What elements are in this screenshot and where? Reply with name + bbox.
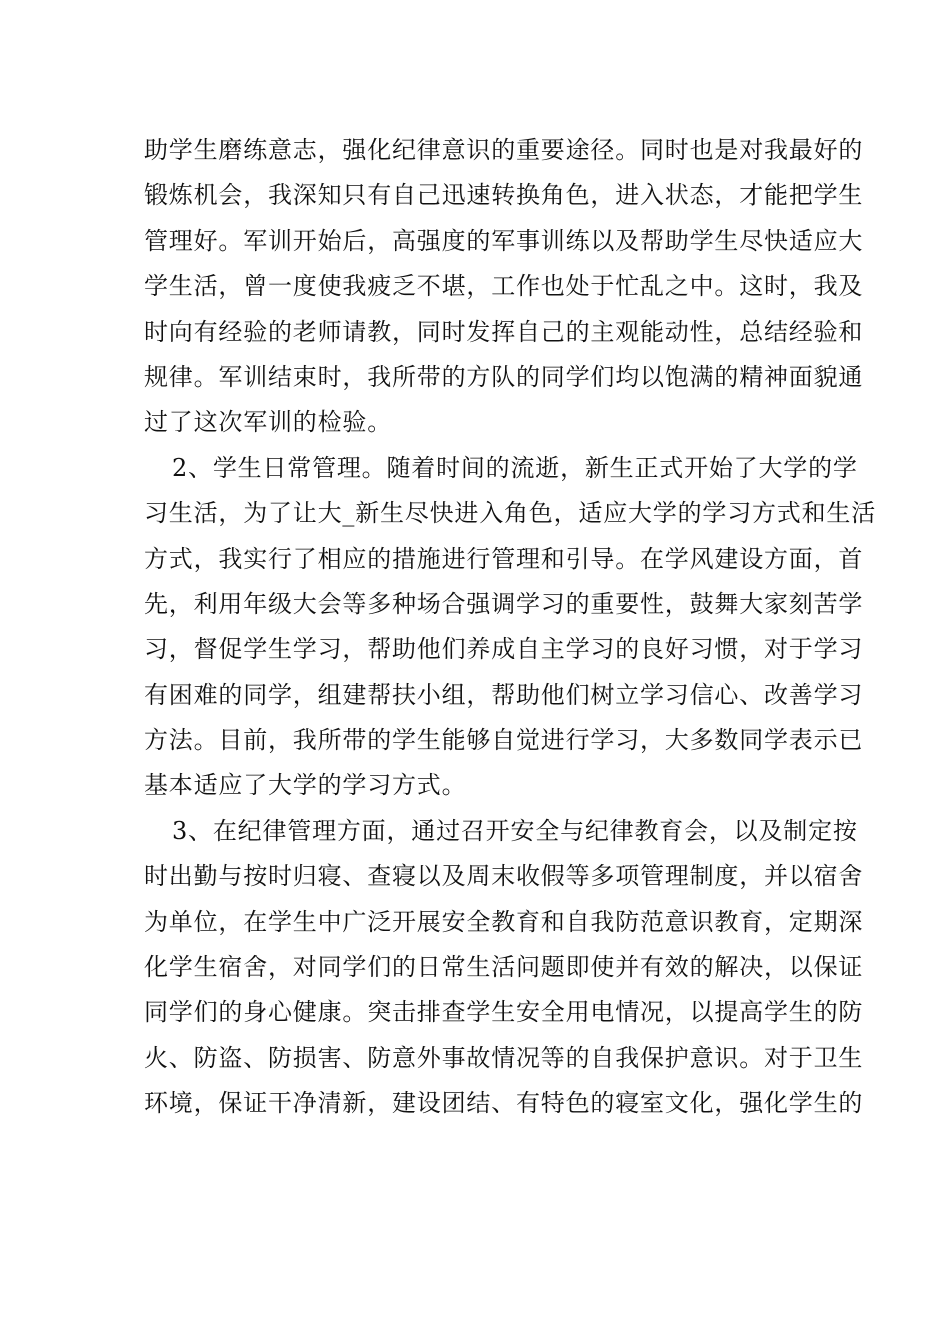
text-line: 习生活，为了让大_新生尽快进入角色，适应大学的学习方式和生活 [144, 499, 876, 528]
text-line: 环境，保证干净清新，建设团结、有特色的寝室文化，强化学生的 [144, 1089, 864, 1118]
paragraph-first-line: 3、在纪律管理方面，通过召开安全与纪律教育会，以及制定按 [172, 816, 858, 845]
body-text [144, 128, 876, 1127]
text-line: 有困难的同学，组建帮扶小组，帮助他们树立学习信心、改善学习 [144, 680, 864, 709]
paragraph-first-line: 2、学生日常管理。随着时间的流逝，新生正式开始了大学的学 [172, 453, 858, 482]
text-line: 时出勤与按时归寝、查寝以及周末收假等多项管理制度，并以宿舍 [144, 862, 864, 891]
text-line: 锻炼机会，我深知只有自己迅速转换角色，进入状态，才能把学生 [144, 181, 864, 210]
text-line: 助学生磨练意志，强化纪律意识的重要途径。同时也是对我最好的 [144, 136, 864, 164]
text-line: 习，督促学生学习，帮助他们养成自主学习的良好习惯，对于学习 [144, 635, 864, 664]
text-line: 方式，我实行了相应的措施进行管理和引导。在学风建设方面，首 [144, 544, 864, 573]
text-line: 先，利用年级大会等多种场合强调学习的重要性，鼓舞大家刻苦学 [144, 589, 864, 618]
text-line: 为单位，在学生中广泛开展安全教育和自我防范意识教育，定期深 [144, 907, 864, 936]
text-line: 时向有经验的老师请教，同时发挥自己的主观能动性，总结经验和 [144, 317, 864, 346]
text-line: 管理好。军训开始后，高强度的军事训练以及帮助学生尽快适应大 [144, 226, 864, 255]
text-line: 方法。目前，我所带的学生能够自觉进行学习，大多数同学表示已 [144, 726, 864, 755]
text-line: 火、防盗、防损害、防意外事故情况等的自我保护意识。对于卫生 [144, 1043, 864, 1072]
text-line: 学生活，曾一度使我疲乏不堪，工作也处于忙乱之中。这时，我及 [144, 272, 864, 301]
text-line: 化学生宿舍，对同学们的日常生活问题即使并有效的解决，以保证 [144, 953, 864, 982]
text-line: 同学们的身心健康。突击排查学生安全用电情况，以提高学生的防 [144, 998, 864, 1027]
text-line: 过了这次军训的检验。 [144, 408, 392, 437]
text-line: 基本适应了大学的学习方式。 [144, 771, 467, 800]
text-line: 规律。军训结束时，我所带的方队的同学们均以饱满的精神面貌通 [144, 362, 864, 391]
